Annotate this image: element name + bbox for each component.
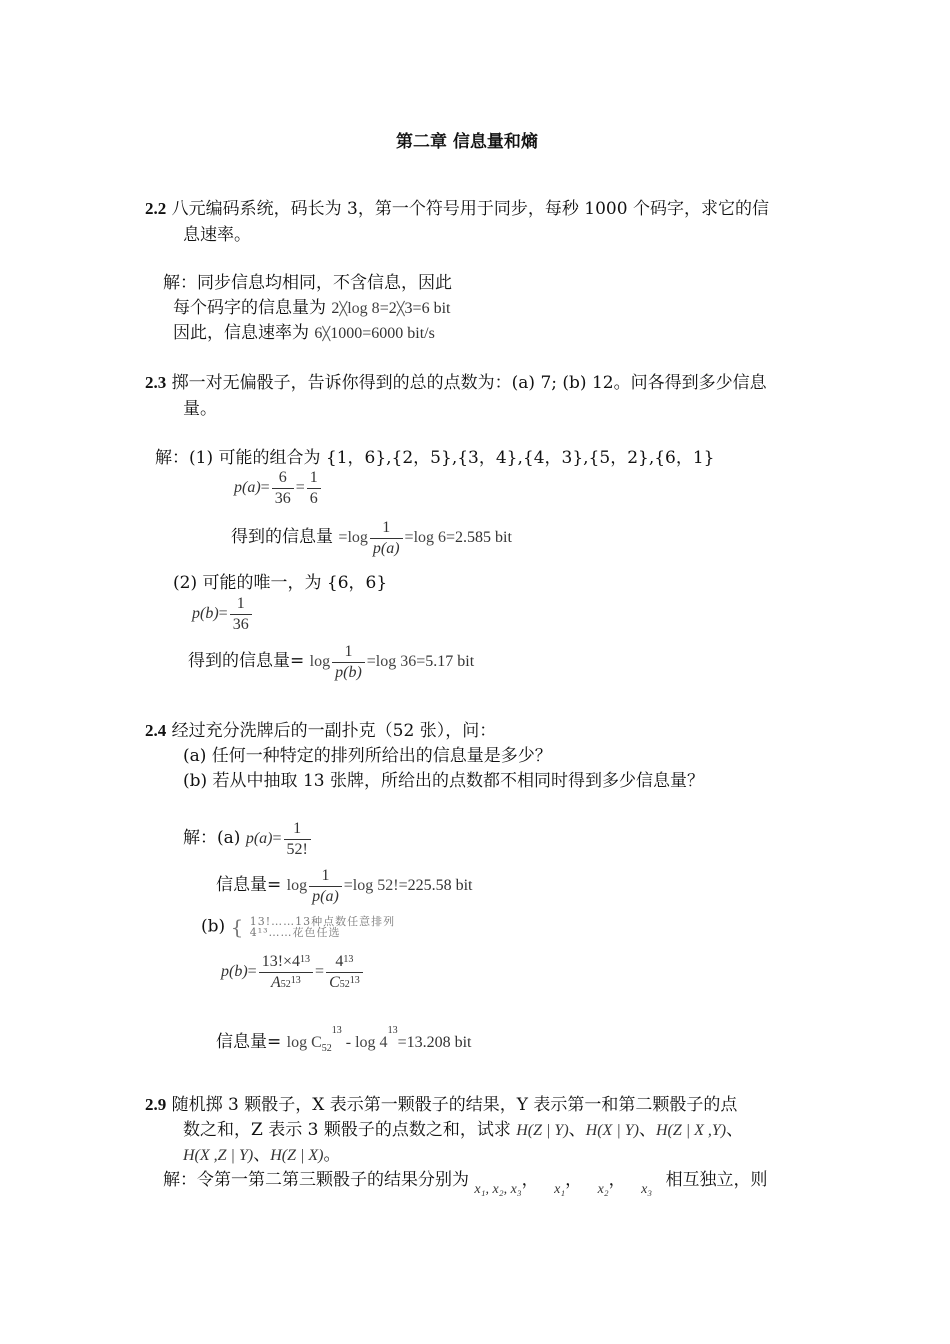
problem-2-4-question [145,716,496,741]
equation-info-b: 得到的信息量= log $\frac{1}{p(b)}$ =log 36=5.17 bit [188,643,475,681]
problem-2-3-question [145,368,767,393]
question-text: 随机掷 3 颗骰子，X 表示第一颗骰子的结果，Y 表示第一和第二颗骰子的点 [171,1095,738,1115]
math-expr: 2╳log 8=2╳3=6 bit [331,300,451,317]
solution-line [173,293,450,318]
equation-pa: p(a)= $\frac{6}{36}$ = $\frac{1}{6}$ [234,468,323,509]
question-text: 掷一对无偏骰子，告诉你得到的总的点数为：(a) 7; (b) 12。问各得到多少信息 [171,373,767,393]
question-text-cont: 数之和，Z 表示 3 颗骰子的点数之和，试求 H(Z | Y)、H(X | Y)、H(Z | X ,Y)、 [183,1120,744,1140]
text: 因此，信息速率为 [173,323,309,343]
solution-line: 解：(1) 可能的组合为 {1，6},{2，5},{3，4},{4，3},{5，2},{6，1} [155,448,715,468]
solution-line [173,318,435,343]
problem-number: 2.9 [145,1095,167,1114]
solution-a: 解：(a) p(a)= $\frac{1}{52!}$ [183,819,313,860]
equation-info-b: 信息量= $\log C52^{13} - \log 4^{13}=13.208$ bit [216,1025,472,1054]
question-part-a: (a) 任何一种特定的排列所给出的信息量是多少？ [183,746,552,766]
question-text-cont: 息速率。 [183,225,251,245]
question-text: 八元编码系统，码长为 3，第一个符号用于同步，每秒 1000 个码字，求它的信 [171,199,769,219]
question-text-cont: 量。 [183,399,217,419]
solution-line: (2) 可能的唯一，为 {6，6} [173,573,388,593]
question-text-cont: H(X ,Z | Y)、H(Z | X)。 [183,1145,341,1165]
text: 每个码字的信息量为 [173,298,326,318]
solution-line: 解：同步信息均相同，不含信息，因此 [163,273,452,293]
problem-number: 2.3 [145,373,167,392]
math-expr: 6╳1000=6000 bit/s [314,325,435,342]
problem-number: 2.4 [145,721,167,740]
problem-2-2-question [145,194,769,219]
equation-pb: p(b)= $\frac{1}{36}$ [192,594,254,635]
solution-b: (b) { 13!……13种点数任意排列 4¹³……花色任选 [201,915,396,939]
equation-pb: p(b)= $\frac{13!\times 4^{13}}{A52^{13}}$ = $\frac{4^{13}}{C52^{13}}$ [221,952,365,993]
page-title: 第二章 信息量和熵 [396,132,538,152]
question-part-b: (b) 若从中抽取 13 张牌，所给出的点数都不相同时得到多少信息量？ [183,771,704,791]
problem-2-9-question [145,1090,737,1115]
problem-number: 2.2 [145,199,167,218]
equation-info-a: 得到的信息量 =log $\frac{1}{p(a)}$ =log 6=2.585 bit [231,519,512,557]
equation-info-a: 信息量= log $\frac{1}{p(a)}$ =log 52!=225.58 bit [216,867,473,905]
question-text: 经过充分洗牌后的一副扑克（52 张），问： [171,721,497,741]
solution-line: 解：令第一第二第三颗骰子的结果分别为 $_{x_1, x_2, x_3}$， $_{x_1}$， $_{x_2}$， $_{x_3}$ 相互独立，则 [163,1170,768,1197]
